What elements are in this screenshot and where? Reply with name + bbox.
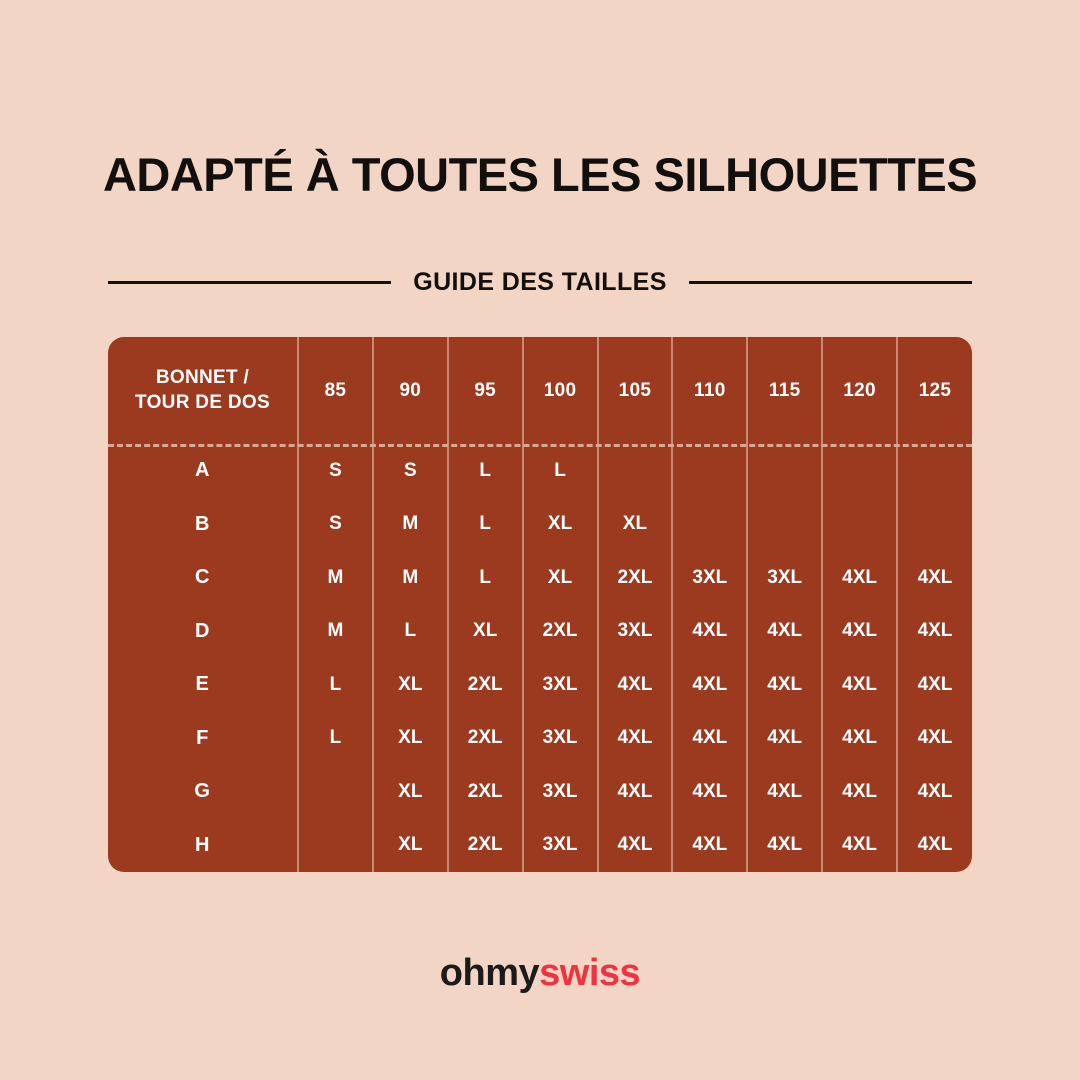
cell-g-105: 4XL [598, 765, 673, 819]
cell-f-90: XL [373, 712, 448, 766]
cell-b-100: XL [523, 498, 598, 552]
cell-c-115: 3XL [747, 551, 822, 605]
size-table-body [108, 444, 972, 872]
cell-d-85: M [298, 605, 373, 659]
cell-h-90: XL [373, 819, 448, 873]
cell-b-115 [747, 498, 822, 552]
cell-c-105: 2XL [598, 551, 673, 605]
column-header-115: 115 [747, 337, 822, 444]
table-row [108, 444, 972, 498]
cell-c-120: 4XL [822, 551, 897, 605]
cell-g-125: 4XL [897, 765, 972, 819]
row-label-b: B [194, 512, 211, 535]
table-corner-label [108, 337, 298, 444]
cell-g-85 [298, 765, 373, 819]
cell-f-120: 4XL [822, 712, 897, 766]
table-row [108, 551, 972, 605]
cell-h-115: 4XL [747, 819, 822, 873]
cell-e-115: 4XL [747, 658, 822, 712]
cell-b-105: XL [598, 498, 673, 552]
divider-right [689, 281, 972, 284]
cell-d-120: 4XL [822, 605, 897, 659]
row-label-a: A [194, 459, 211, 482]
row-label-h: H [194, 833, 211, 856]
cell-h-85 [298, 819, 373, 873]
column-header-120: 120 [822, 337, 897, 444]
cell-a-85: S [298, 444, 373, 498]
cell-d-110: 4XL [672, 605, 747, 659]
logo-text-ohmy: ohmy [439, 952, 540, 994]
header-dashed-separator [108, 444, 972, 447]
column-header-125: 125 [897, 337, 972, 444]
column-header-105: 105 [598, 337, 673, 444]
cell-e-105: 4XL [598, 658, 673, 712]
cell-h-105: 4XL [598, 819, 673, 873]
cell-f-95: 2XL [448, 712, 523, 766]
cell-g-110: 4XL [672, 765, 747, 819]
cell-d-90: L [373, 605, 448, 659]
table-row [108, 498, 972, 552]
cell-g-100: 3XL [523, 765, 598, 819]
table-row [108, 765, 972, 819]
cell-d-115: 4XL [747, 605, 822, 659]
cell-h-100: 3XL [523, 819, 598, 873]
size-table [108, 337, 972, 872]
row-label-c: C [194, 566, 211, 589]
table-header-row [108, 337, 972, 444]
row-label-d: D [194, 619, 211, 642]
cell-g-90: XL [373, 765, 448, 819]
table-row [108, 605, 972, 659]
column-header-85: 85 [298, 337, 373, 444]
cell-e-110: 4XL [672, 658, 747, 712]
cell-d-100: 2XL [523, 605, 598, 659]
cell-c-125: 4XL [897, 551, 972, 605]
cell-b-85: S [298, 498, 373, 552]
table-row [108, 658, 972, 712]
column-header-100: 100 [523, 337, 598, 444]
cell-e-85: L [298, 658, 373, 712]
cell-a-95: L [448, 444, 523, 498]
cell-f-125: 4XL [897, 712, 972, 766]
column-header-110: 110 [672, 337, 747, 444]
cell-d-105: 3XL [598, 605, 673, 659]
row-label-f: F [196, 726, 209, 749]
cell-a-125 [897, 444, 972, 498]
cell-c-110: 3XL [672, 551, 747, 605]
cell-c-85: M [298, 551, 373, 605]
cell-h-110: 4XL [672, 819, 747, 873]
cell-e-100: 3XL [523, 658, 598, 712]
brand-logo [0, 952, 1080, 995]
cell-f-85: L [298, 712, 373, 766]
cell-e-95: 2XL [448, 658, 523, 712]
row-label-e: E [195, 673, 210, 696]
cell-h-95: 2XL [448, 819, 523, 873]
size-table-card [108, 337, 972, 872]
cell-c-100: XL [523, 551, 598, 605]
cell-b-95: L [448, 498, 523, 552]
row-label-g: G [194, 780, 211, 803]
cell-d-125: 4XL [897, 605, 972, 659]
cell-a-105 [598, 444, 673, 498]
table-row [108, 712, 972, 766]
cell-f-100: 3XL [523, 712, 598, 766]
cell-g-115: 4XL [747, 765, 822, 819]
cell-c-95: L [448, 551, 523, 605]
subheading-row [108, 268, 972, 297]
cell-h-125: 4XL [897, 819, 972, 873]
cell-a-110 [672, 444, 747, 498]
cell-f-110: 4XL [672, 712, 747, 766]
cell-d-95: XL [448, 605, 523, 659]
cell-f-115: 4XL [747, 712, 822, 766]
cell-a-100: L [523, 444, 598, 498]
divider-left [108, 281, 391, 284]
cell-g-95: 2XL [448, 765, 523, 819]
cell-e-90: XL [373, 658, 448, 712]
cell-a-90: S [373, 444, 448, 498]
subheading: GUIDE DES TAILLES [413, 268, 667, 296]
cell-c-90: M [373, 551, 448, 605]
cell-b-110 [672, 498, 747, 552]
cell-e-125: 4XL [897, 658, 972, 712]
size-table-head [108, 337, 972, 444]
page-title: ADAPTÉ À TOUTES LES SILHOUETTES [102, 148, 978, 202]
corner-label-line2: TOUR DE DOS [135, 391, 270, 413]
table-row [108, 819, 972, 873]
corner-label-line1: BONNET / [155, 366, 250, 388]
cell-b-120 [822, 498, 897, 552]
cell-e-120: 4XL [822, 658, 897, 712]
cell-b-90: M [373, 498, 448, 552]
cell-a-115 [747, 444, 822, 498]
cell-a-120 [822, 444, 897, 498]
logo-text-swiss: swiss [539, 952, 641, 994]
cell-h-120: 4XL [822, 819, 897, 873]
cell-b-125 [897, 498, 972, 552]
column-header-90: 90 [373, 337, 448, 444]
cell-g-120: 4XL [822, 765, 897, 819]
cell-f-105: 4XL [598, 712, 673, 766]
column-header-95: 95 [448, 337, 523, 444]
